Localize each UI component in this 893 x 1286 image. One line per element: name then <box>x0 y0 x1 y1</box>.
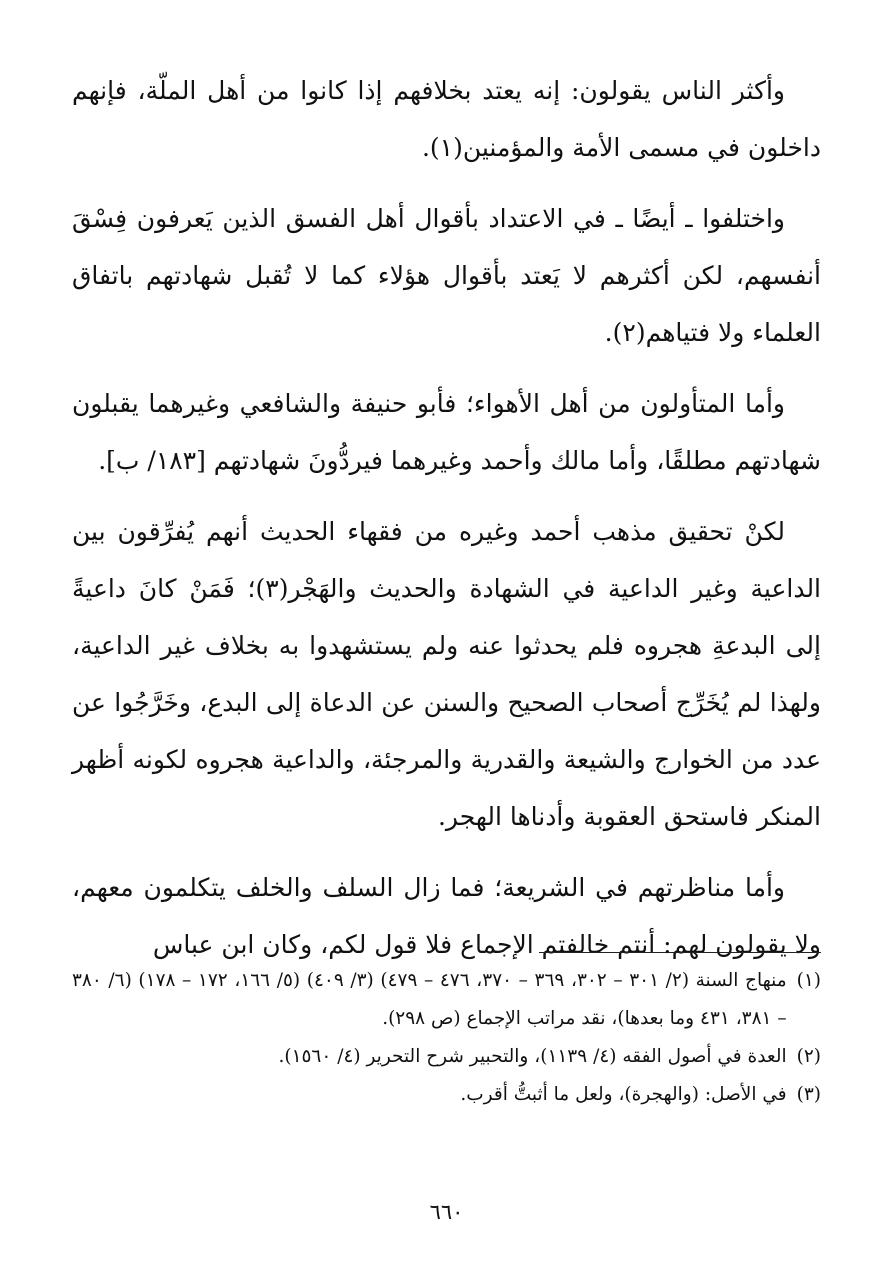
main-text <box>72 62 821 987</box>
footnote <box>72 1076 821 1114</box>
footnote-text: العدة في أصول الفقه (٤/ ١١٣٩)، والتحبير شرح التحرير (٤/ ١٥٦٠). <box>278 1046 787 1067</box>
paragraph: وأما المتأولون من أهل الأهواء؛ فأبو حنيفة والشافعي وغيرهما يقبلون شهادتهم مطلقًا، وأما مالك وأحمد وغيرهما فيردُّونَ شهادتهم [١٨٣/ ب]. <box>72 389 821 475</box>
paragraph: لكنْ تحقيق مذهب أحمد وغيره من فقهاء الحديث أنهم يُفرِّقون بين الداعية وغير الداعية في الشهادة والحديث والهَجْر(٣)؛ فَمَنْ كانَ داعيةً إلى البدعةِ هجروه فلم يحدثوا عنه ولم يستشهدوا به بخلاف غير الداعية، ولهذا لم يُخَرِّج أصحاب الصحيح والسنن عن الدعاة إلى البدع، وخَرَّجُوا عن عدد من الخوارج والشيعة والقدرية والمرجئة، والداعية هجروه لكونه أظهر المنكر فاستحق العقوبة وأدناها الهجر. <box>72 517 822 831</box>
footnotes <box>72 962 821 1114</box>
footnote <box>72 1038 821 1076</box>
paragraph: واختلفوا ـ أيضًا ـ في الاعتداد بأقوال أهل الفسق الذين يَعرفون فِسْقَ أنفسهم، لكن أكثرهم لا يَعتد بأقوال هؤلاء كما لا تُقبل شهادتهم باتفاق العلماء ولا فتياهم(٢). <box>72 204 821 347</box>
paragraph: وأما مناظرتهم في الشريعة؛ فما زال السلف والخلف يتكلمون معهم، ولا يقولون لهم: أنتم خالفتم الإجماع فلا قول لكم، وكان ابن عباس <box>72 873 821 959</box>
footnote <box>72 962 821 1038</box>
footnote-text: منهاج السنة (٢/ ٣٠١ – ٣٠٢، ٣٦٩ – ٣٧٠، ٤٧٦ – ٤٧٩) (٣/ ٤٠٩) (٥/ ١٦٦، ١٧٢ – ١٧٨) (٦/ ٣٨٠ – ٣٨١، ٤٣١ وما بعدها)، نقد مراتب الإجماع (ص ٢٩٨). <box>72 970 787 1029</box>
paragraph: وأكثر الناس يقولون: إنه يعتد بخلافهم إذا كانوا من أهل الملّة، فإنهم داخلون في مسمى الأمة والمؤمنين(١). <box>72 76 821 162</box>
footnote-separator <box>539 952 821 953</box>
footnote-number: (٢) <box>796 1046 821 1067</box>
page-number: ٦٦٠ <box>429 1200 464 1224</box>
footnote-number: (١) <box>796 970 821 991</box>
footnote-number: (٣) <box>796 1084 821 1105</box>
footnote-text: في الأصل: (والهجرة)، ولعل ما أثبتُّ أقرب. <box>460 1084 787 1105</box>
